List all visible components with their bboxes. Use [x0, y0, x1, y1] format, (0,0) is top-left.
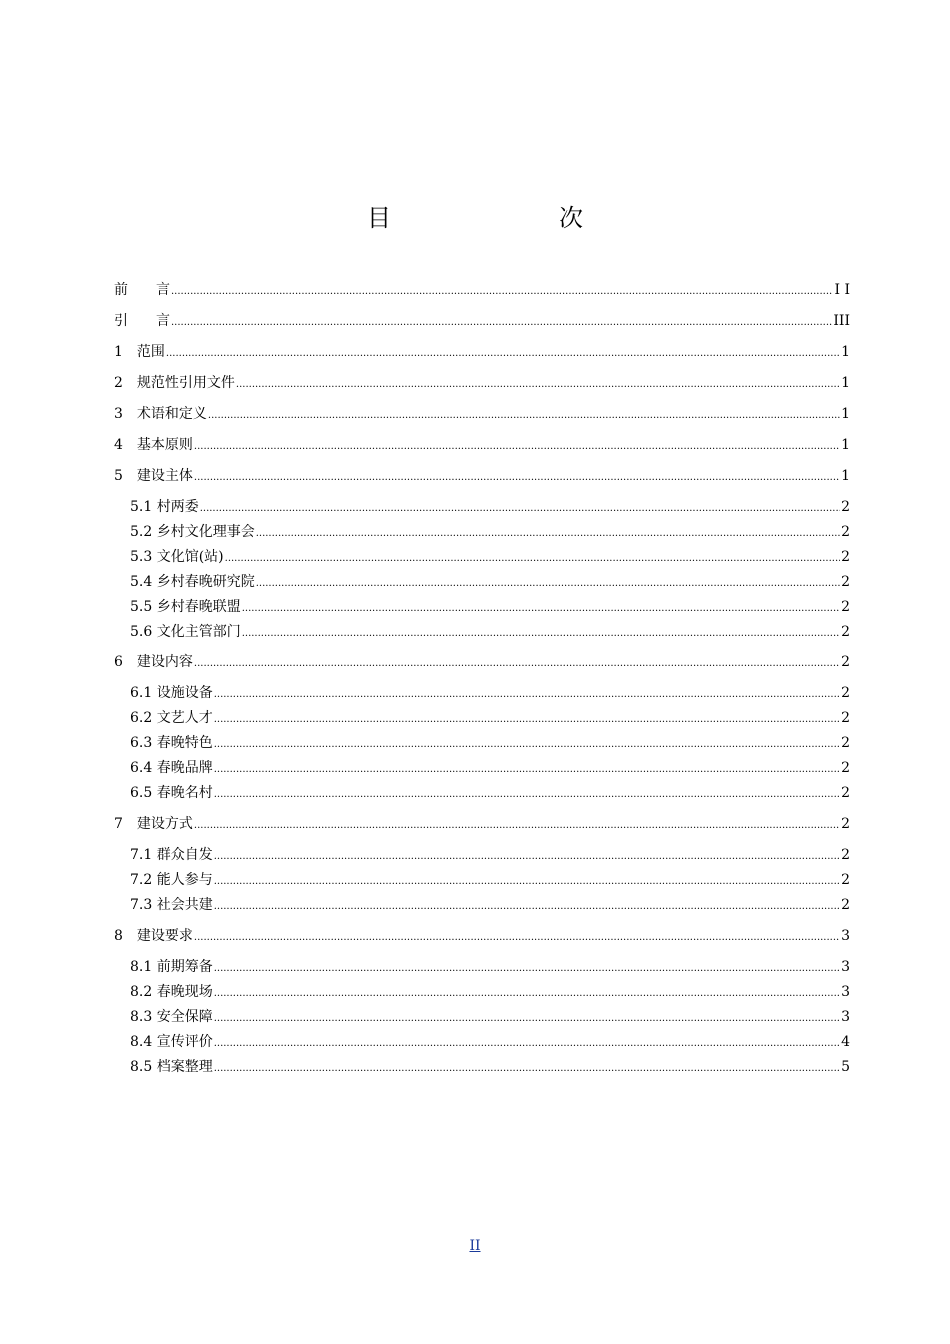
toc-entry-7[interactable]: [114, 814, 850, 836]
toc-entry-7-3[interactable]: [130, 895, 850, 917]
toc-entry-3[interactable]: [114, 404, 850, 426]
toc-entry-page: 2: [841, 624, 850, 640]
toc-entry-4[interactable]: [114, 435, 850, 457]
toc-entry-2[interactable]: [114, 373, 850, 395]
toc-entry-page: 2: [841, 574, 850, 590]
toc-entry-label: 8.5 档案整理: [130, 1059, 213, 1075]
toc-entry-page: 2: [841, 654, 850, 670]
toc-entry-label: 5.4 乡村春晚研究院: [130, 574, 255, 590]
toc-entry-8[interactable]: [114, 926, 850, 948]
dot-leader: [194, 926, 840, 948]
toc-entry-label: 引 言: [114, 313, 170, 329]
dot-leader: [242, 622, 840, 644]
toc-entry-6[interactable]: [114, 652, 850, 674]
dot-leader: [214, 957, 840, 979]
toc-entry-page: 1: [841, 375, 850, 391]
toc-entry-5-4[interactable]: [130, 572, 850, 594]
toc-entry-page: 1: [841, 406, 850, 422]
toc-entry-label: 6.2 文艺人才: [130, 710, 213, 726]
toc-entry-6-4[interactable]: [130, 758, 850, 780]
dot-leader: [256, 572, 840, 594]
toc-entry-label: 5 建设主体: [114, 468, 193, 484]
toc-entry-page: 2: [841, 847, 850, 863]
toc-entry-page: 2: [841, 499, 850, 515]
toc-entry-label: 7.3 社会共建: [130, 897, 213, 913]
toc-entry-page: 1: [841, 344, 850, 360]
dot-leader: [242, 597, 840, 619]
dot-leader: [200, 497, 840, 519]
dot-leader: [194, 652, 840, 674]
dot-leader: [256, 522, 840, 544]
toc-entry-page: 2: [841, 524, 850, 540]
dot-leader: [214, 895, 840, 917]
dot-leader: [214, 845, 840, 867]
toc-entry-label: 8.2 春晚现场: [130, 984, 213, 1000]
toc-entry-label: 5.5 乡村春晚联盟: [130, 599, 241, 615]
toc-entry-8-1[interactable]: [130, 957, 850, 979]
dot-leader: [194, 435, 840, 457]
toc-entry-label: 3 术语和定义: [114, 406, 207, 422]
toc-entry-5-5[interactable]: [130, 597, 850, 619]
toc-entry-page: 2: [841, 549, 850, 565]
toc-entry-5-3[interactable]: [130, 547, 850, 569]
toc-entry-page: 3: [841, 984, 850, 1000]
toc-entry-label: 8.4 宣传评价: [130, 1034, 213, 1050]
dot-leader: [214, 982, 840, 1004]
toc-entry-page: 3: [841, 1009, 850, 1025]
toc-entry-label: 前 言: [114, 282, 170, 298]
dot-leader: [214, 870, 840, 892]
toc-entry-introduction[interactable]: [114, 311, 850, 333]
toc-entry-label: 8.1 前期筹备: [130, 959, 213, 975]
toc-entry-label: 7.1 群众自发: [130, 847, 213, 863]
toc-entry-page: 1: [841, 468, 850, 484]
toc-entry-5-2[interactable]: [130, 522, 850, 544]
toc-entry-page: 5: [841, 1059, 850, 1075]
toc-entry-label: 5.1 村两委: [130, 499, 199, 515]
toc-entry-label: 7.2 能人参与: [130, 872, 213, 888]
dot-leader: [214, 1032, 840, 1054]
toc-entry-6-2[interactable]: [130, 708, 850, 730]
toc-entry-page: 3: [841, 928, 850, 944]
toc-entry-5-6[interactable]: [130, 622, 850, 644]
toc-entry-page: 2: [841, 816, 850, 832]
toc-entry-page: I I: [834, 282, 850, 298]
toc-entry-label: 6.4 春晚品牌: [130, 760, 213, 776]
dot-leader: [225, 547, 840, 569]
toc-entry-page: 2: [841, 785, 850, 801]
toc-entry-page: 2: [841, 710, 850, 726]
dot-leader: [194, 466, 840, 488]
toc-entry-page: 3: [841, 959, 850, 975]
toc-entry-label: 7 建设方式: [114, 816, 193, 832]
dot-leader: [208, 404, 840, 426]
toc-entry-page: 2: [841, 897, 850, 913]
toc-entry-page: 2: [841, 760, 850, 776]
toc-entry-page: III: [833, 313, 850, 329]
dot-leader: [236, 373, 840, 395]
toc-entry-7-2[interactable]: [130, 870, 850, 892]
toc-entry-page: 1: [841, 437, 850, 453]
toc-entry-foreword[interactable]: [114, 280, 850, 302]
toc-entry-6-5[interactable]: [130, 783, 850, 805]
toc-entry-label: 5.3 文化馆(站): [130, 549, 224, 565]
toc-entry-label: 6.3 春晚特色: [130, 735, 213, 751]
toc-entry-8-2[interactable]: [130, 982, 850, 1004]
toc-entry-page: 2: [841, 599, 850, 615]
toc-entry-label: 8 建设要求: [114, 928, 193, 944]
toc-entry-label: 1 范围: [114, 344, 165, 360]
toc-entry-label: 6.1 设施设备: [130, 685, 213, 701]
dot-leader: [166, 342, 840, 364]
toc-entry-6-3[interactable]: [130, 733, 850, 755]
toc-entry-label: 4 基本原则: [114, 437, 193, 453]
toc-entry-6-1[interactable]: [130, 683, 850, 705]
toc-entry-page: 4: [841, 1034, 850, 1050]
toc-entry-7-1[interactable]: [130, 845, 850, 867]
dot-leader: [214, 1007, 840, 1029]
toc-entry-label: 6 建设内容: [114, 654, 193, 670]
dot-leader: [214, 758, 840, 780]
page-title: 目 次: [367, 204, 623, 232]
toc-entry-page: 2: [841, 872, 850, 888]
dot-leader: [194, 814, 840, 836]
toc-entry-5[interactable]: [114, 466, 850, 488]
toc-entry-label: 6.5 春晚名村: [130, 785, 213, 801]
dot-leader: [171, 311, 832, 333]
toc-entry-label: 2 规范性引用文件: [114, 375, 235, 391]
toc-entry-8-4[interactable]: [130, 1032, 850, 1054]
toc-entry-5-1[interactable]: [130, 497, 850, 519]
toc-entry-page: 2: [841, 685, 850, 701]
toc-entry-8-5[interactable]: [130, 1057, 850, 1079]
footer-page-number[interactable]: II: [469, 1238, 481, 1254]
toc-entry-8-3[interactable]: [130, 1007, 850, 1029]
dot-leader: [214, 1057, 840, 1079]
dot-leader: [171, 280, 833, 302]
toc-entry-1[interactable]: [114, 342, 850, 364]
dot-leader: [214, 683, 840, 705]
toc-entry-label: 5.6 文化主管部门: [130, 624, 241, 640]
toc-entry-label: 8.3 安全保障: [130, 1009, 213, 1025]
dot-leader: [214, 708, 840, 730]
toc-entry-label: 5.2 乡村文化理事会: [130, 524, 255, 540]
dot-leader: [214, 733, 840, 755]
dot-leader: [214, 783, 840, 805]
toc-entry-page: 2: [841, 735, 850, 751]
